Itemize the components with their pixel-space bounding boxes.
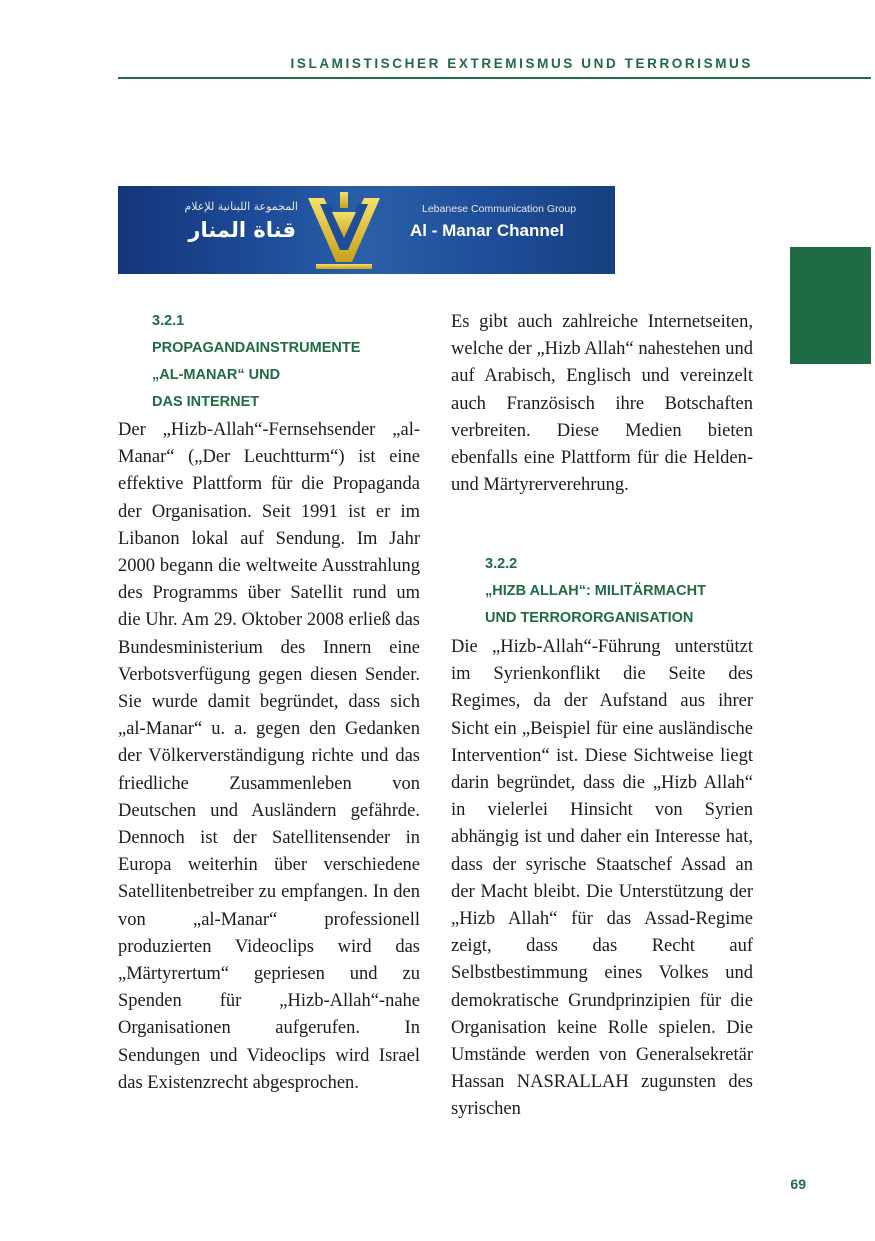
section-number: 3.2.2 [485, 556, 518, 572]
section-heading-3-2-2 [485, 551, 706, 632]
banner-english-channel: Al - Manar Channel [410, 221, 564, 240]
section-3-2-2-body: Die „Hizb-Allah“-Führung unterstützt im Syrienkonflikt die Seite des Regimes, da der Aufstand aus ihrer Sicht ein „Beispiel für eine ausländische Intervention“ ist. Diese Sichtweise liegt darin begründet, dass die „Hizb Allah“ in vielerlei Hinsicht von Syrien abhängig ist und daher ein Interesse hat, dass der syrische Staatschef Assad an der Macht bleibt. Die Unterstützung der „Hizb Allah“ für das Assad-Regime zeigt, dass das Recht auf Selbstbestimmung eines Volkes und demokratische Grundprinzipien für die Organisation keine Rolle spielen. Die Umstände werden von Generalsekretär Hassan NASRALLAH zugunsten des syrischen [451, 637, 753, 1120]
page-number: 69 [790, 1176, 806, 1192]
section-title-line: DAS INTERNET [152, 394, 260, 410]
banner-arabic-channel: قناة المنار [188, 218, 296, 242]
al-manar-banner [118, 186, 615, 274]
running-head-title: ISLAMISTISCHER EXTREMISMUS UND TERRORISMUS [290, 56, 753, 71]
section-title-line: „AL-MANAR“ UND [152, 367, 281, 383]
section-3-2-1-body: Der „Hizb-Allah“-Fernsehsender „al-Manar“ („Der Leuchtturm“) ist eine effektive Plattform für die Propaganda der Organisation. Seit 1991 ist er im Libanon lokal auf Sendung. Im Jahr 2000 begann die weltweite Ausstrahlung des Programms über Satellit rund um die Uhr. Am 29. Oktober 2008 erließ das Bundesministerium des Innern eine Verbotsverfügung gegen diesen Sender. Sie wurde damit begründet, dass sich „al-Manar“ u. a. gegen den Gedanken der Völkerverständigung richte und das friedliche Zusammenleben von Deutschen und Ausländern gefährde. Dennoch ist der Satellitensender in Europa weiterhin über verschiedene Satellitenbetreiber zu empfangen. In den von „al-Manar“ professionell produzierten Videoclips wird das „Märtyrertum“ gepriesen und zu Spenden für „Hizb-Allah“-nahe Organisationen aufgerufen. In Sendungen und Videoclips wird Israel das Existenzrecht abgesprochen. [118, 420, 420, 1093]
running-head [118, 56, 871, 79]
banner-english-group: Lebanese Communication Group [422, 203, 577, 215]
chapter-tab [790, 247, 871, 364]
al-manar-logo-icon [302, 190, 386, 272]
banner-arabic-group: المجموعة اللبنانية للإعلام [184, 200, 298, 213]
section-title-line: „HIZB ALLAH“: MILITÄRMACHT [485, 583, 706, 599]
section-number: 3.2.1 [152, 313, 185, 329]
section-3-2-1-continuation: Es gibt auch zahlreiche Internetseiten, welche der „Hizb Allah“ nahestehen und auf Arabisch, Englisch und vereinzelt auch Französisch ihre Botschaften verbreiten. Diese Medien bieten ebenfalls eine Plattform für die Helden- und Märtyrerverehrung. [451, 312, 753, 496]
section-title-line: UND TERRORORGANISATION [485, 610, 694, 626]
section-heading-3-2-1 [152, 308, 360, 416]
section-title-line: PROPAGANDAINSTRUMENTE [152, 340, 361, 356]
